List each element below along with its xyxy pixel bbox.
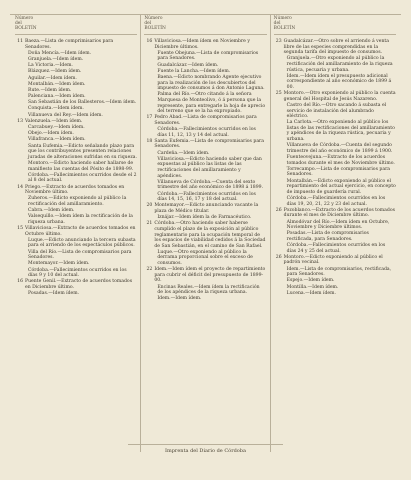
bulletin-number	[15, 94, 25, 100]
bulletin-number	[15, 214, 25, 225]
entry-text: Cabra.—Idem ídem.	[28, 208, 75, 214]
column-header-line: Número	[144, 16, 163, 21]
entry-text: Blázquez.—Idem ídem.	[28, 69, 82, 75]
bulletin-number	[274, 143, 284, 154]
index-entry	[15, 94, 137, 100]
bulletin-number: 11	[17, 39, 23, 44]
entry-text: Encinas Reales.—Idem ídem la rectificación de los apéndices de la riqueza urbana.	[157, 284, 260, 296]
bulletin-number	[274, 179, 284, 196]
index-entry	[144, 215, 266, 221]
entry-text: Valsequillo.—Idem ídem la rectificación de la riqueza urbana.	[28, 214, 133, 225]
bulletin-number	[274, 120, 284, 142]
index-entry	[274, 91, 396, 102]
entry-text: Montalbán.—Edicto exponiendo al público el repartimiento del actual ejercicio, en concepto de impuesto de guardería rural.	[286, 178, 396, 195]
footer-divider	[128, 444, 283, 445]
index-entry	[144, 221, 266, 249]
index-entry	[15, 137, 137, 143]
bulletin-number	[15, 76, 25, 82]
bulletin-number	[15, 106, 25, 112]
index-entry	[274, 196, 396, 207]
entry-text: Granjuela.—Idem ídem.	[28, 56, 84, 62]
entry-text: Idem.—Idem ídem.	[157, 296, 202, 302]
entry-text: Baeza.—Lista de comprimisarios para Senadores.	[25, 39, 114, 50]
bulletin-number	[274, 278, 284, 284]
entry-text: Cardeña.—Idem ídem.	[157, 150, 210, 156]
bulletin-number	[144, 192, 154, 203]
index-entry	[274, 291, 396, 297]
index-entry	[15, 226, 137, 237]
bulletin-number	[15, 82, 25, 88]
entry-text: Montoro.—Edicto haciendo saber hallarse de manifiesto las cuentas del Pósito de 1898-99.	[28, 160, 134, 172]
index-entry	[15, 238, 137, 249]
index-entry	[274, 120, 396, 142]
index-entry	[15, 57, 137, 63]
index-entry	[15, 214, 137, 225]
index-entry	[144, 75, 266, 92]
entry-text: Fuente Obejuna.—Lista de compromisarios para Senadores.	[157, 50, 259, 62]
index-entry	[144, 157, 266, 179]
index-entry	[15, 106, 137, 112]
index-entry	[15, 113, 137, 119]
entry-text: Castro del Río.—Otro sacando á subasta el servicio de instalación del alumbrado eléctrico.	[286, 102, 387, 120]
entry-text: Valenzuela.—Idem ídem.	[25, 118, 83, 124]
bulletin-number: 22	[146, 267, 153, 273]
entry-text: Granjuela.—Otro exponiendo al público la rectificación del amillaramiento de la riqueza rústica, pecuaria y urbana.	[286, 56, 393, 73]
index-entry	[15, 208, 137, 214]
index-entry	[15, 69, 137, 75]
bulletin-number	[15, 173, 25, 184]
index-entry	[274, 103, 396, 120]
bulletin-number	[144, 69, 154, 75]
index-entry	[15, 39, 137, 50]
entry-text: Posadas.—Idem ídem.	[28, 291, 80, 297]
entry-text: Guadalcázar.—Otro sobre el arriendo á venta libre de las especies comprendidas en la segunda tarifa del impuesto de consumos.	[283, 39, 390, 56]
column-header-line: Número	[15, 16, 34, 21]
column-header-line: del	[144, 21, 152, 26]
index-entry	[15, 88, 137, 94]
index-entry	[15, 63, 137, 69]
index-entry	[144, 51, 266, 62]
entry-text: Montoro.—Edicto exponiendo al público el padrón vecinal.	[283, 254, 383, 266]
entry-text: Montalbán.—Idem ídem.	[28, 81, 86, 87]
index-entry	[144, 180, 266, 191]
column-header-line: del	[273, 21, 281, 26]
index-entry	[274, 208, 396, 219]
index-entry	[15, 119, 137, 125]
index-entry	[15, 161, 137, 172]
index-entry	[144, 203, 266, 214]
bulletin-number	[144, 180, 154, 191]
entry-text: Aguilar.—Idem ídem.	[28, 75, 77, 81]
bulletin-number: 20	[146, 203, 153, 209]
entry-text: Luque.—Edicto anunciando la tercera subasta para el arriendo de los espectáculos públicos.	[28, 237, 136, 249]
entry-text: Villanueva de Córdoba.—Cuenta del sexto trimestre del año económico de 1898 á 1899.	[157, 179, 264, 191]
entry-text: Pedro Abad.—Lista de compromisarios para Senadores.	[154, 115, 257, 126]
bulletin-number	[15, 144, 25, 161]
bulletin-number: 21	[146, 221, 153, 227]
entry-text: Fuente la Lancha.—Idem ídem.	[157, 68, 231, 74]
entry-text: Córdoba.—Fallecimientos ocurridos en los días 24 y 25 del actual.	[286, 243, 386, 254]
bulletin-number	[15, 125, 25, 131]
bulletin-number	[15, 196, 25, 207]
index-entry	[274, 74, 396, 91]
index-entry	[15, 279, 137, 290]
entry-text: Fuenteovejuna.—Extracto de los acuerdos tomados durante el mes de Noviembre último.	[286, 155, 395, 166]
bulletin-number	[15, 113, 25, 119]
entry-text: Córdoba.—Otro haciendo saber haberse cumplido el plazo de la exposición al público reglamentario para la ocupación temporal de los espacios de viabilidad cedidos á la Sociedad de San Sebastián, en el camino de San Rafael.	[154, 221, 266, 249]
index-entry	[15, 268, 137, 279]
bulletin-number	[274, 103, 284, 120]
index-entry	[15, 82, 137, 88]
entry-text: Córdoba.—Fallecimientos ocurridos desde el 2 al 8 del actual.	[28, 172, 137, 184]
entry-text: Santa Eufemia.—Lista de compromisarios para Senadores.	[154, 138, 264, 150]
bulletin-number	[144, 63, 154, 69]
entry-text: Montemayor.—Idem ídem.	[28, 261, 90, 267]
entry-text: Idem.—Lista de compromisarios, rectificada, para Senadores.	[286, 266, 392, 278]
bulletin-number	[15, 57, 25, 63]
index-entry	[144, 267, 266, 284]
index-entry	[144, 69, 266, 75]
entry-text: Villa del Río.—Lista de compromisarios para Senadores.	[28, 249, 132, 261]
entry-text: La Victoria.—Idem.	[28, 63, 73, 69]
entry-text: Córdoba.—Fallecimientos ocurridos en los días 14, 15, 16, 17 y 18 del actual.	[157, 191, 256, 203]
entry-text: Villaviciosa.—Extracto de acuerdos tomados en Octubre último.	[25, 226, 136, 237]
bulletin-number	[15, 161, 25, 172]
bulletin-number	[144, 151, 154, 157]
entry-text: Idem.—Idem ídem el presupuesto adicional correspondiente al año económico de 1899 á 00.	[286, 73, 392, 90]
bulletin-number	[274, 167, 284, 178]
entry-text: Carcabuey.—Idem ídem.	[28, 125, 85, 131]
bulletin-number	[144, 215, 154, 221]
index-entry	[144, 115, 266, 126]
entry-text: Zuheros.—Edicto exponiendo al público la rectificación del amillaramiento.	[28, 196, 127, 207]
index-entry	[144, 285, 266, 296]
index-entry	[144, 92, 266, 114]
column-header	[15, 14, 137, 35]
entry-text: Villafranca.—Idem ídem.	[28, 137, 86, 143]
bulletin-number	[15, 69, 25, 75]
bulletin-number: 25	[275, 91, 282, 97]
entry-text: Montemayor.—Edicto anunciando vacante la plaza de Médico titular.	[154, 203, 259, 214]
bulletin-number: 26	[275, 254, 282, 260]
entry-text: Montoro.—Otro exponiendo al público la cuenta general del Hospital de Jesús Nazareno.	[283, 91, 396, 102]
bulletin-number	[15, 131, 25, 137]
entry-text: Iznájar.—Idem ídem la de Farmacéutico.	[157, 215, 252, 221]
index-entry	[274, 56, 396, 73]
entry-text: Córdoba.—Fallecimientos ocurridos en los días 19, 20, 21, 22 y 23 del actual.	[286, 195, 386, 207]
index-entry	[15, 196, 137, 207]
bulletin-number	[274, 243, 284, 254]
index-entry	[274, 39, 396, 56]
index-entry	[274, 220, 396, 231]
bulletin-number	[15, 63, 25, 69]
index-entry	[144, 192, 266, 203]
entry-text: Villanueva de Córdoba.—Cuenta del segundo trimestre del año económico de 1899 á 1900.	[286, 143, 393, 154]
bulletin-number	[144, 157, 154, 179]
entry-text: Córdoba.—Fallecimientos ocurridos en los días 9 y 10 del actual.	[28, 267, 127, 279]
bulletin-number: 18	[146, 138, 153, 144]
index-entry	[15, 261, 137, 267]
entry-text: San Sebastián de los Ballesteros.—Idem ídem.	[28, 100, 137, 106]
bulletin-number	[15, 250, 25, 261]
entry-text: Doña Mencía.—Idem ídem.	[28, 50, 92, 56]
bulletin-number	[274, 196, 284, 207]
bulletin-number	[15, 291, 25, 297]
bulletin-number	[144, 51, 154, 62]
bulletin-number	[274, 155, 284, 166]
index-entry	[15, 125, 137, 131]
index-entry	[144, 250, 266, 267]
index-entry	[15, 185, 137, 196]
entry-text: Montilla.—Idem ídem.	[286, 284, 339, 290]
index-entry	[274, 285, 396, 291]
bulletin-number: 14	[17, 184, 23, 190]
entry-text: Torrecampo.—Lista de compromisarios para Senadores.	[286, 166, 391, 178]
index-entry	[274, 179, 396, 196]
entry-text: Luque.—Otro exponiendo al público la derrama proporcional sobre el exceso de consumos.	[157, 249, 253, 267]
bulletin-number	[274, 74, 284, 91]
column-1	[12, 14, 140, 452]
bulletin-number	[15, 261, 25, 267]
column-header-line: BOLETÍN	[15, 26, 37, 31]
index-entry	[274, 143, 396, 154]
bulletin-number: 23	[275, 39, 282, 44]
bulletin-number	[15, 51, 25, 57]
printer-footer: Imprenta del Diario de Córdoba	[165, 448, 246, 454]
bulletin-number: 15	[17, 226, 23, 232]
bulletin-number: 16	[146, 39, 153, 44]
bulletin-number: 16	[17, 279, 23, 285]
bulletin-number	[144, 285, 154, 296]
entry-text: Baena.—Edicto nombrando Agente ejecutivo para la realización de los descubiertos del impuesto de consumos á don Antonio Laguna.	[157, 74, 265, 92]
entry-text: Palma del Río.—Otro citando á la señora Marquesa de Monteolivo, ó á persona que la represente, para entregarle la hoja de aprecio del terreno que se la ha expropiado.	[157, 92, 266, 115]
index-entry	[274, 231, 396, 242]
bulletin-number	[274, 231, 284, 242]
entry-text: Guadalcázar.—Idem ídem.	[157, 62, 219, 68]
bulletin-number: 13	[17, 118, 23, 124]
index-entry	[15, 291, 137, 297]
index-entry	[144, 296, 266, 302]
entry-text: Idem.—Idem ídem el proyecto de repartimiento para cubrir el déficit del presupuesto de 1899-00.	[154, 267, 266, 284]
entry-text: Priego.—Extracto de acuerdos tomados en Noviembre último.	[25, 184, 125, 196]
entry-text: Puente Genil.—Extracto de acuerdos tomados en Diciembre último.	[25, 279, 133, 290]
bulletin-number	[274, 56, 284, 73]
entry-text: Santa Eufemia.—Edicto señalando plazo para que los contribuyentes presenten relaciones juradas de alteraciones sufridas en su riqueza.	[28, 143, 137, 160]
bulletin-number	[15, 137, 25, 143]
index-entry	[144, 63, 266, 69]
entry-text: Córdoba.—Fallecimientos ocurridos en los días 11, 12, 13 y 14 del actual.	[157, 127, 256, 138]
index-entry	[144, 151, 266, 157]
bulletin-number	[274, 220, 284, 231]
index-entry	[274, 267, 396, 278]
entry-text: Lucena.—Idem ídem.	[286, 290, 336, 296]
entry-text: Rute.—Idem ídem.	[28, 87, 72, 93]
entry-text: Villaviciosa.—Idem ídem en Noviembre y Diciembre últimos.	[154, 39, 250, 50]
bulletin-number	[144, 296, 154, 302]
index-entry	[15, 250, 137, 261]
column-header-line: BOLETÍN	[144, 26, 166, 31]
index-entry	[144, 139, 266, 150]
index-entry	[15, 144, 137, 161]
entry-text: Espejo.—Idem ídem.	[286, 278, 335, 284]
bulletin-number	[144, 92, 154, 114]
column-header-line: BOLETÍN	[273, 26, 296, 31]
bulletin-number	[15, 238, 25, 249]
column-3	[270, 14, 399, 452]
column-header	[144, 14, 266, 35]
column-header-line: Número	[273, 16, 292, 21]
index-entry	[274, 278, 396, 284]
entry-text: Posadas.—Lista de compromisarios rectificada, para Senadores.	[286, 231, 369, 242]
bulletin-number	[15, 208, 25, 214]
index-entry	[274, 155, 396, 166]
bulletin-number	[144, 127, 154, 138]
entry-text: Conquista.—Idem ídem.	[28, 106, 84, 112]
bulletin-number	[274, 291, 284, 297]
bulletin-number	[144, 75, 154, 92]
index-entry	[15, 173, 137, 184]
entry-text: Villaviciosa.—Edicto haciendo saber que dan expuestas al público las listas de las rectificaciones del amillaramiento y apéndices.	[157, 156, 262, 179]
entry-text: Palenciana.—Idem ídem.	[28, 94, 86, 100]
bulletin-number	[15, 88, 25, 94]
index-entry	[15, 76, 137, 82]
entry-text: Pozoblanco.—Extracto de los acuerdos tomados durante el mes de Diciembre último.	[283, 207, 395, 219]
index-columns	[12, 14, 399, 452]
bulletin-number: 17	[146, 115, 153, 121]
column-header-line: del	[15, 21, 22, 26]
entry-text: Obejo.—Idem ídem.	[28, 131, 74, 137]
bulletin-number: 26	[275, 207, 282, 213]
bulletin-number	[274, 267, 284, 278]
column-2	[140, 14, 269, 452]
index-entry	[15, 51, 137, 57]
bulletin-number	[274, 285, 284, 291]
entry-text: Almodóvar del Río.—Idem ídem en Octubre, Noviembre y Diciembre últimos.	[286, 219, 390, 231]
index-entry	[144, 127, 266, 138]
bulletin-number	[15, 100, 25, 106]
bulletin-number	[15, 268, 25, 279]
index-entry	[274, 255, 396, 266]
column-header	[274, 14, 396, 35]
entry-text: Villanueva del Rey.—Idem ídem.	[28, 112, 103, 118]
index-entry	[274, 167, 396, 178]
index-entry	[15, 131, 137, 137]
index-entry	[144, 39, 266, 50]
index-entry	[274, 243, 396, 254]
bulletin-number	[144, 250, 154, 267]
entry-text: La Carlota.—Otro exponiendo al público los listas de las rectificaciones del amillaramiento y apéndices de la riqueza rústica, pecuaria y urbana.	[286, 120, 395, 143]
